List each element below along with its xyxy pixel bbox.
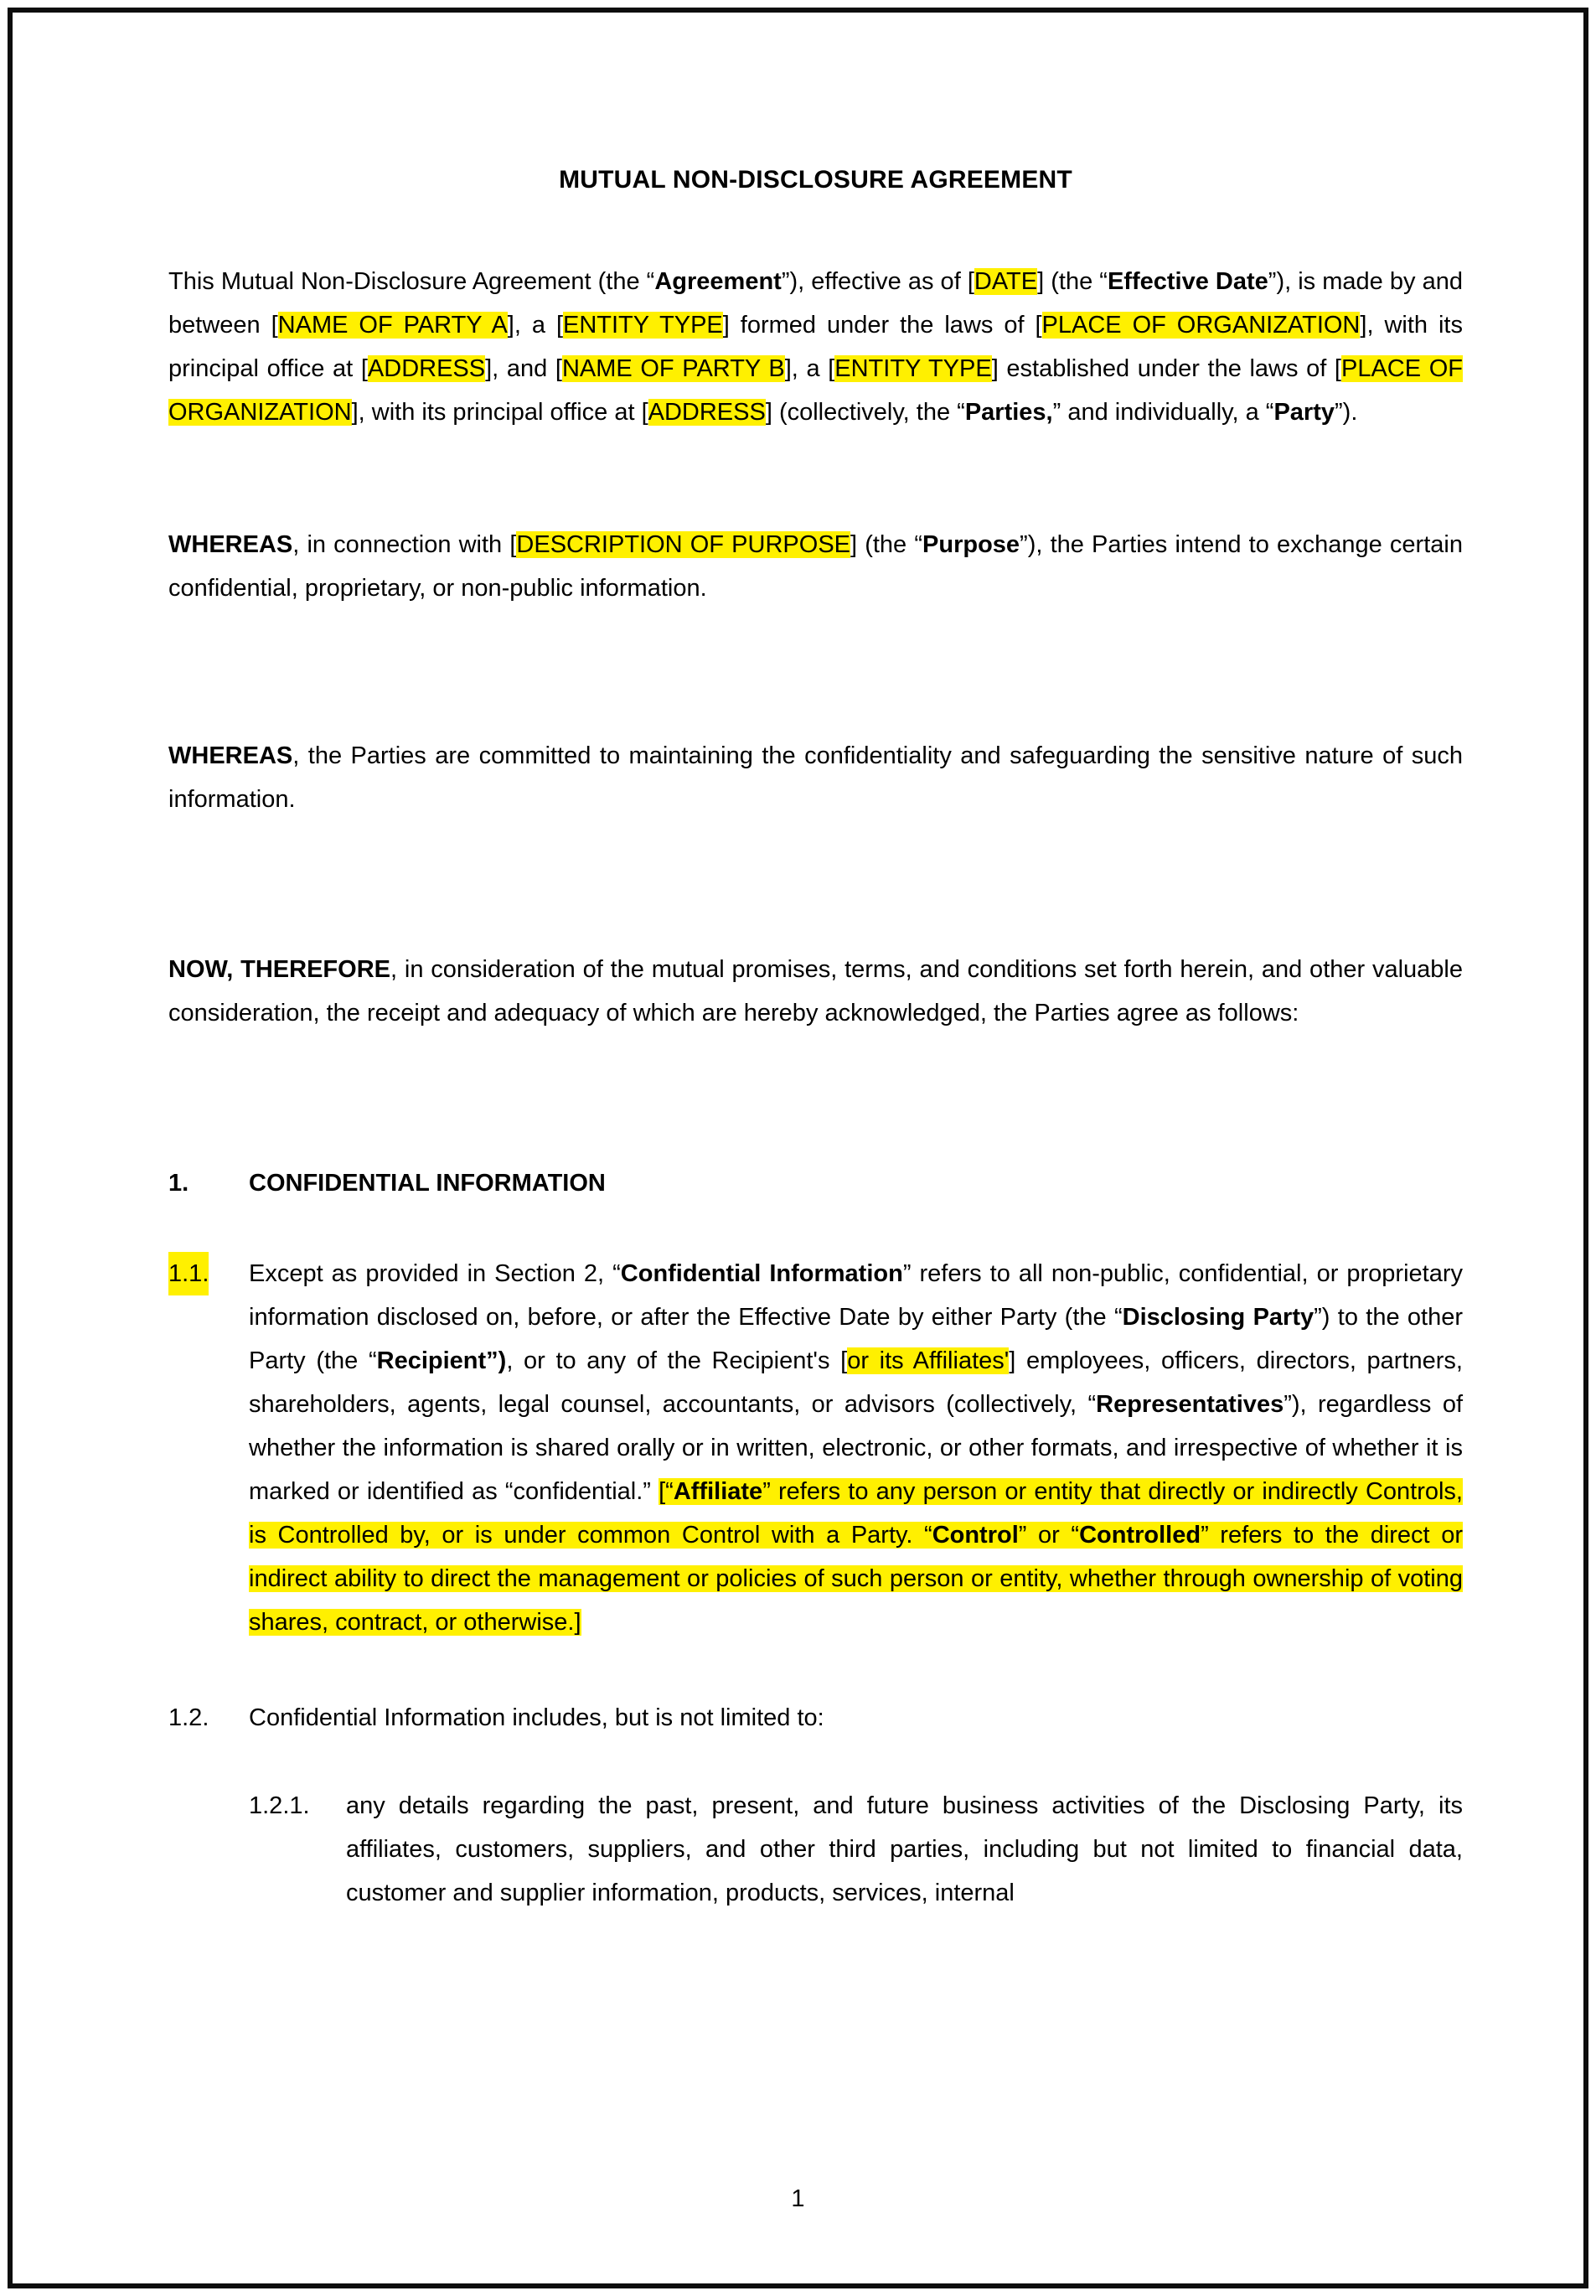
clause-1-1: [168, 1252, 1463, 1644]
page-number: 1: [791, 2185, 805, 2212]
text-run: ] established under the laws of [: [991, 355, 1341, 382]
text-run: ] (the “: [1037, 268, 1108, 295]
text-run: ” refers to the direct or indirect ability to direct the management or policies of such person or entity, whether through ownership of voting shares, contract, or otherwise.]: [249, 1522, 1463, 1636]
section-1-number: 1.: [168, 1170, 189, 1197]
text-run: ” or “: [1018, 1522, 1080, 1549]
text-run: any details regarding the past, present, and future business activities of the Disclosing Party, its affiliates, customers, suppliers, and other third parties, including but not limited to financial data, customer and supplier information, products, services, internal: [346, 1792, 1463, 1906]
text-run: ], with its principal office at [: [351, 399, 648, 426]
text-run: ], with its principal office at [: [168, 312, 1463, 382]
text-run: , in connection with [: [292, 531, 517, 558]
text-run: Confidential Information includes, but is not limited to:: [249, 1704, 824, 1731]
text-run: Disclosing Party: [1122, 1304, 1315, 1331]
text-run: PLACE OF ORGANIZATION: [1041, 312, 1361, 339]
text-run: NAME OF PARTY B: [561, 355, 785, 382]
text-run: ”).: [1335, 399, 1358, 426]
text-run: ” refers to all non-public, confidential, or proprietary information disclosed on, before, or after the Effective Date by either Party (the “: [249, 1260, 1463, 1331]
text-run: , the Parties are committed to maintaining the confidentiality and safeguarding the sensitive nature of such information.: [168, 742, 1463, 813]
text-run: ” refers to any person or entity that directly or indirectly Controls, is Controlled by, or is under common Control with a Party. “: [249, 1478, 1463, 1549]
document-content: [168, 163, 1463, 1915]
text-run: PLACE OF ORGANIZATION: [168, 355, 1463, 426]
text-run: Affiliate: [673, 1478, 763, 1505]
text-run: ”), is made by and between [: [168, 268, 1463, 339]
clause-1-1-number: 1.1.: [168, 1252, 209, 1295]
text-run: or its Affiliates': [847, 1347, 1010, 1374]
text-run: ”), effective as of [: [781, 268, 974, 295]
text-run: , or to any of the Recipient's [: [506, 1347, 848, 1374]
clause-1-2: [168, 1696, 1463, 1740]
text-run: ENTITY TYPE: [834, 355, 992, 382]
whereas-commitment-paragraph: [168, 734, 1463, 821]
intro-paragraph: [168, 260, 1463, 434]
text-run: Agreement: [654, 268, 782, 295]
text-run: ] (the “: [850, 531, 923, 558]
text-run: Except as provided in Section 2, “: [249, 1260, 621, 1287]
clause-1-2-1: [168, 1784, 1463, 1915]
text-run: Purpose: [922, 531, 1020, 558]
text-run: ] formed under the laws of [: [722, 312, 1042, 339]
section-1-heading: [168, 1161, 1463, 1205]
text-run: [“: [659, 1478, 674, 1505]
text-run: NOW, THEREFORE: [168, 956, 390, 983]
text-run: ENTITY TYPE: [563, 312, 723, 339]
text-run: Controlled: [1079, 1522, 1201, 1549]
section-1-title: CONFIDENTIAL INFORMATION: [249, 1170, 606, 1197]
document-title: MUTUAL NON-DISCLOSURE AGREEMENT: [559, 166, 1072, 194]
text-run: ] (collectively, the “: [765, 399, 965, 426]
text-run: , in consideration of the mutual promises, terms, and conditions set forth herein, and other valuable consideration, the receipt and adequacy of which are hereby acknowledged, the Parties agree as follows:: [168, 956, 1464, 1026]
text-run: Parties,: [964, 399, 1053, 426]
text-run: DATE: [974, 268, 1038, 295]
text-run: WHEREAS: [168, 531, 293, 558]
clause-1-2-number: 1.2.: [168, 1704, 209, 1731]
text-run: ”), the Parties intend to exchange certain confidential, proprietary, or non-public information.: [168, 531, 1463, 602]
text-run: WHEREAS: [168, 742, 293, 769]
text-run: Control: [932, 1522, 1019, 1549]
text-run: ”) to the other Party (the “: [249, 1304, 1464, 1374]
text-run: Representatives: [1096, 1391, 1284, 1418]
text-run: Party: [1273, 399, 1335, 426]
text-run: ADDRESS: [648, 399, 766, 426]
clause-1-2-1-number: 1.2.1.: [249, 1792, 310, 1819]
text-run: ], and [: [485, 355, 562, 382]
text-run: ], a [: [507, 312, 563, 339]
text-run: Effective Date: [1107, 268, 1268, 295]
text-run: ”), regardless of whether the information is shared orally or in written, electronic, or other formats, and irrespective of whether it is marked or identified as “confidential.”: [249, 1391, 1463, 1505]
text-run: This Mutual Non-Disclosure Agreement (the “: [168, 268, 655, 295]
text-run: ” and individually, a “: [1052, 399, 1274, 426]
now-therefore-paragraph: [168, 948, 1463, 1035]
text-run: ], a [: [784, 355, 835, 382]
text-run: Confidential Information: [620, 1260, 903, 1287]
text-run: DESCRIPTION OF PURPOSE: [516, 531, 850, 558]
whereas-purpose-paragraph: [168, 523, 1463, 610]
text-run: ] employees, officers, directors, partners, shareholders, agents, legal counsel, accountants, or advisors (collectively, “: [249, 1347, 1463, 1418]
text-run: ADDRESS: [367, 355, 486, 382]
text-run: NAME OF PARTY A: [277, 312, 508, 339]
text-run: Recipient”): [376, 1347, 507, 1374]
